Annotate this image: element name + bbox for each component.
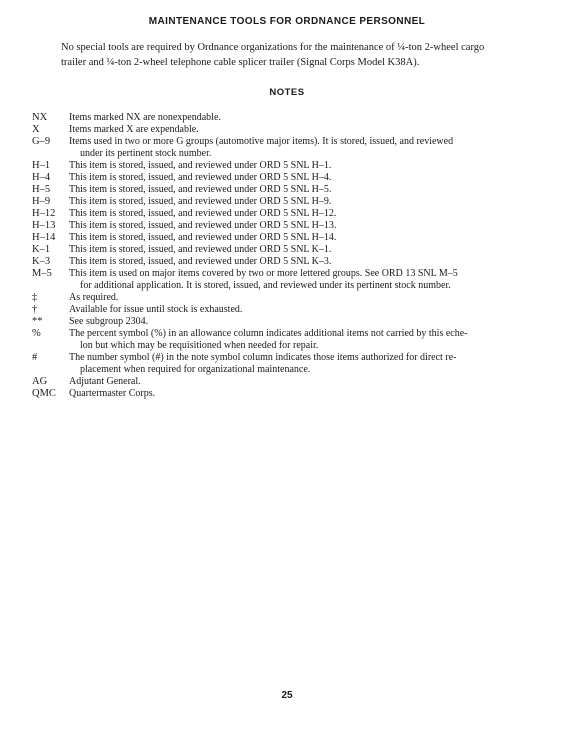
note-row	[32, 244, 542, 256]
intro-line: No special tools are required by Ordnance organizations for the maintenance of ¼-ton 2-wheel cargo	[61, 42, 485, 53]
note-code: H–1	[32, 160, 51, 171]
note-text	[69, 196, 542, 208]
note-text-line: As required.	[69, 292, 119, 303]
note-row	[32, 136, 542, 160]
note-row	[32, 328, 542, 352]
note-code: K–3	[32, 256, 51, 267]
note-row	[32, 172, 542, 184]
note-text-line: This item is used on major items covered by two or more lettered groups. See ORD 13 SNL M–5	[69, 268, 458, 279]
note-row	[32, 376, 542, 388]
note-text	[69, 328, 542, 352]
note-text-line: This item is stored, issued, and reviewed under ORD 5 SNL H–13.	[69, 220, 337, 231]
note-text-line: This item is stored, issued, and reviewed under ORD 5 SNL H–1.	[69, 160, 332, 171]
intro-line: trailer and ¼-ton 2-wheel telephone cable splicer trailer (Signal Corps Model K38A).	[61, 57, 420, 68]
note-text-continuation: placement when required for organizational maintenance.	[80, 364, 311, 375]
note-text	[69, 220, 542, 232]
note-text	[69, 376, 542, 388]
note-text-line: This item is stored, issued, and reviewed under ORD 5 SNL H–5.	[69, 184, 332, 195]
note-text-line: The number symbol (#) in the note symbol column indicates those items authorized for direct re-	[69, 352, 457, 363]
note-text-continuation: under its pertinent stock number.	[80, 148, 212, 159]
note-row	[32, 304, 542, 316]
note-text-line: This item is stored, issued, and reviewed under ORD 5 SNL K–1.	[69, 244, 332, 255]
note-row	[32, 184, 542, 196]
note-code: QMC	[32, 388, 56, 399]
note-text	[69, 232, 542, 244]
note-code: X	[32, 124, 40, 135]
note-row	[32, 316, 542, 328]
note-row	[32, 352, 542, 376]
note-row	[32, 160, 542, 172]
note-text-line: This item is stored, issued, and reviewed under ORD 5 SNL H–4.	[69, 172, 332, 183]
intro-paragraph	[61, 40, 531, 70]
note-row	[32, 208, 542, 220]
note-code: H–9	[32, 196, 51, 207]
notes-heading: NOTES	[269, 87, 305, 98]
note-text	[69, 160, 542, 172]
note-text-line: Adjutant General.	[69, 376, 141, 387]
note-text	[69, 172, 542, 184]
note-text	[69, 136, 542, 160]
note-text-continuation: lon but which may be requisitioned when needed for repair.	[80, 340, 319, 351]
note-row	[32, 256, 542, 268]
note-code: %	[32, 328, 41, 339]
note-code: K–1	[32, 244, 51, 255]
page-number: 25	[281, 690, 293, 701]
note-code: G–9	[32, 136, 51, 147]
note-text-line: Quartermaster Corps.	[69, 388, 156, 399]
note-code: AG	[32, 376, 48, 387]
note-text	[69, 388, 542, 400]
note-text-line: This item is stored, issued, and reviewed under ORD 5 SNL H–12.	[69, 208, 337, 219]
note-text	[69, 316, 542, 328]
note-text	[69, 256, 542, 268]
note-code: †	[32, 304, 38, 315]
note-code: H–14	[32, 232, 56, 243]
note-row	[32, 196, 542, 208]
note-row	[32, 388, 542, 400]
note-text-line: See subgroup 2304.	[69, 316, 149, 327]
note-text-line: Available for issue until stock is exhausted.	[69, 304, 243, 315]
note-text-line: Items marked X are expendable.	[69, 124, 199, 135]
note-text-line: This item is stored, issued, and reviewed under ORD 5 SNL H–14.	[69, 232, 337, 243]
note-text-line: Items used in two or more G groups (automotive major items). It is stored, issued, and reviewed	[69, 136, 454, 147]
note-code: H–4	[32, 172, 51, 183]
note-row	[32, 232, 542, 244]
note-text	[69, 268, 542, 292]
note-code: **	[32, 316, 43, 327]
note-row	[32, 220, 542, 232]
note-row	[32, 112, 542, 124]
note-code: #	[32, 352, 38, 363]
note-text-continuation: for additional application. It is stored, issued, and reviewed under its pertinent stock number.	[80, 280, 451, 291]
note-code: ‡	[32, 292, 38, 303]
note-text	[69, 184, 542, 196]
note-text-line: Items marked NX are nonexpendable.	[69, 112, 221, 123]
note-text	[69, 352, 542, 376]
note-text-line: This item is stored, issued, and reviewed under ORD 5 SNL K–3.	[69, 256, 332, 267]
note-text-line: The percent symbol (%) in an allowance column indicates additional items not carried by this eche-	[69, 328, 468, 339]
note-text	[69, 304, 542, 316]
note-code: M–5	[32, 268, 52, 279]
notes-list	[32, 112, 542, 400]
note-row	[32, 268, 542, 292]
note-row	[32, 124, 542, 136]
note-code: H–5	[32, 184, 51, 195]
page-title: MAINTENANCE TOOLS FOR ORDNANCE PERSONNEL	[148, 16, 426, 27]
note-code: NX	[32, 112, 48, 123]
note-text-line: This item is stored, issued, and reviewed under ORD 5 SNL H–9.	[69, 196, 332, 207]
note-code: H–12	[32, 208, 56, 219]
note-text	[69, 112, 542, 124]
note-code: H–13	[32, 220, 56, 231]
note-text	[69, 208, 542, 220]
note-text	[69, 292, 542, 304]
note-row	[32, 292, 542, 304]
note-text	[69, 124, 542, 136]
note-text	[69, 244, 542, 256]
